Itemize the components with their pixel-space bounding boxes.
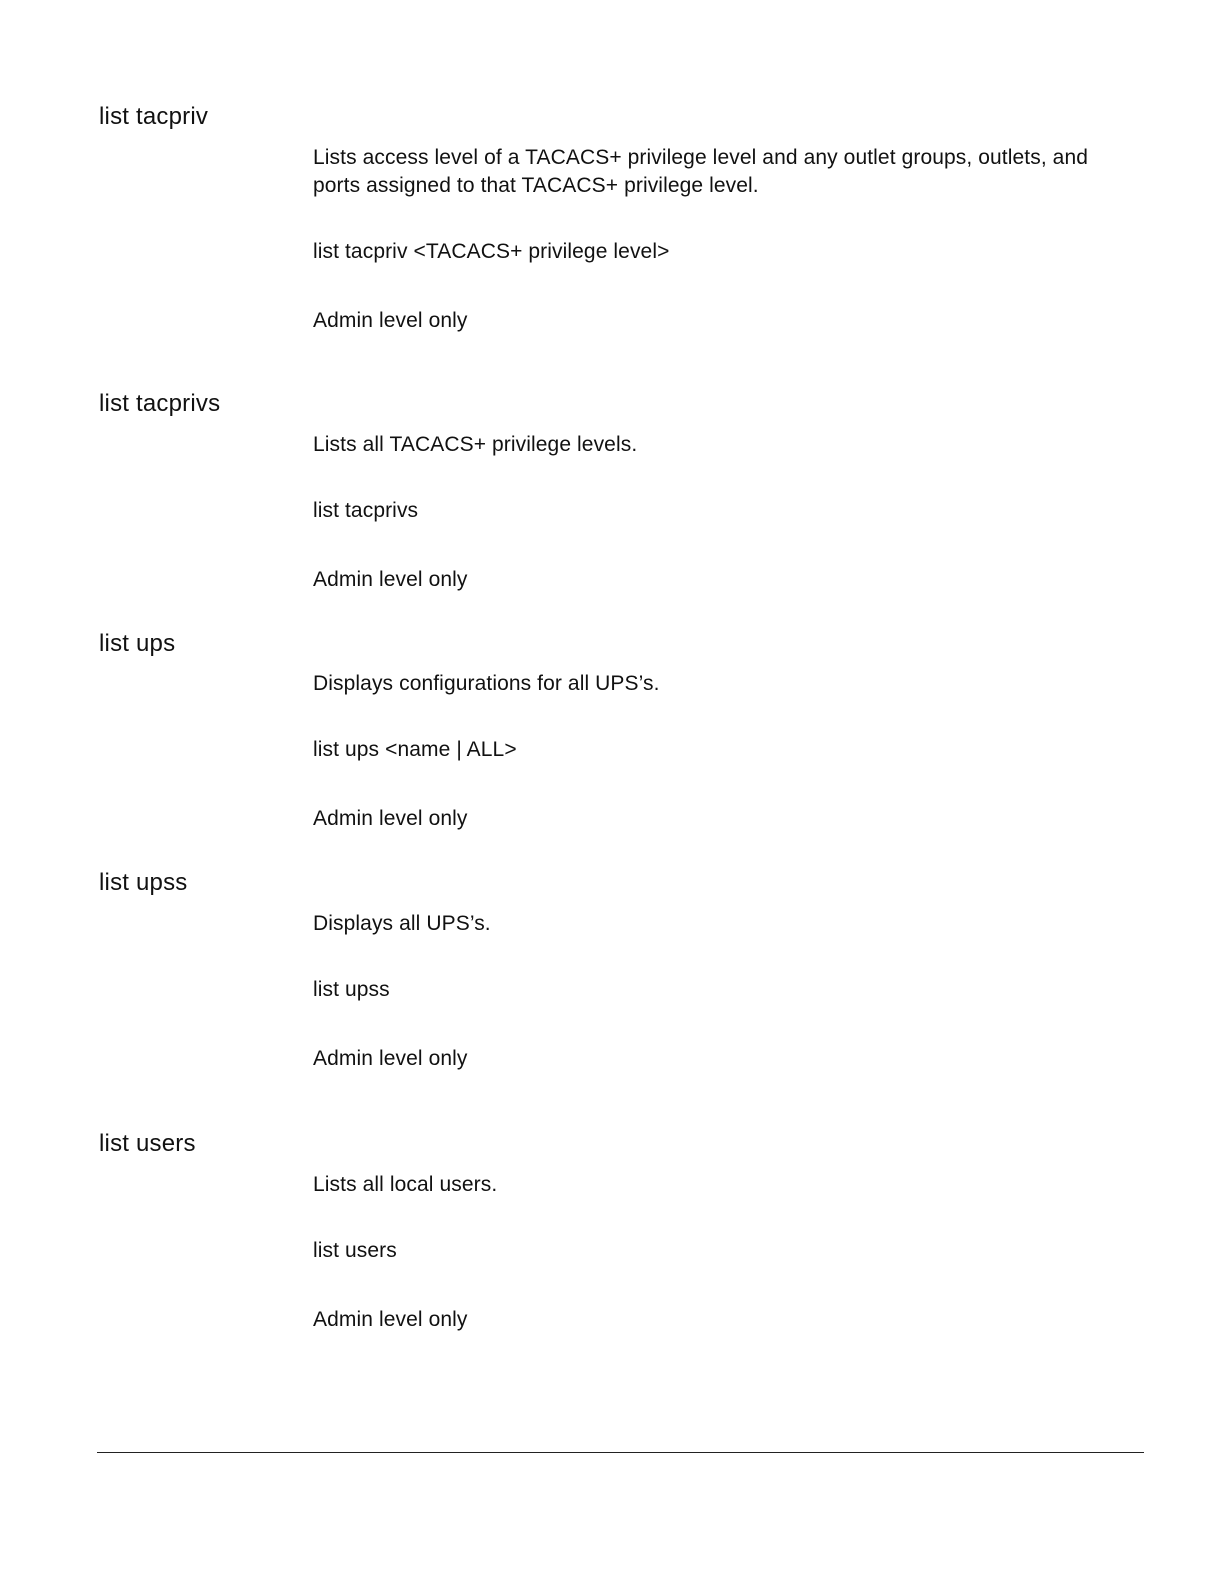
command-access-level: Admin level only (313, 568, 468, 591)
command-syntax: list tacprivs (313, 499, 419, 522)
command-title-list-tacprivs: list tacprivs (99, 390, 221, 417)
command-syntax: list tacpriv <TACACS+ privilege level> (313, 240, 670, 263)
command-access-level: Admin level only (313, 1047, 468, 1070)
command-description: Lists all local users. (313, 1173, 498, 1196)
command-access-level: Admin level only (313, 807, 468, 830)
command-title-list-users: list users (99, 1130, 196, 1157)
command-description: Lists all TACACS+ privilege levels. (313, 433, 638, 456)
command-title-list-ups: list ups (99, 630, 176, 657)
command-title-list-upss: list upss (99, 869, 188, 896)
footer-divider (97, 1452, 1144, 1453)
command-syntax: list upss (313, 978, 390, 1001)
command-access-level: Admin level only (313, 309, 468, 332)
command-syntax: list users (313, 1239, 397, 1262)
command-description: Displays configurations for all UPS’s. (313, 672, 660, 695)
command-description: Displays all UPS’s. (313, 912, 491, 935)
command-access-level: Admin level only (313, 1308, 468, 1331)
command-title-list-tacpriv: list tacpriv (99, 103, 209, 130)
command-description: Lists access level of a TACACS+ privilege level and any outlet groups, outlets, and ports assigned to that TACACS+ privilege level. (313, 146, 1089, 197)
command-syntax: list ups <name | ALL> (313, 738, 517, 761)
